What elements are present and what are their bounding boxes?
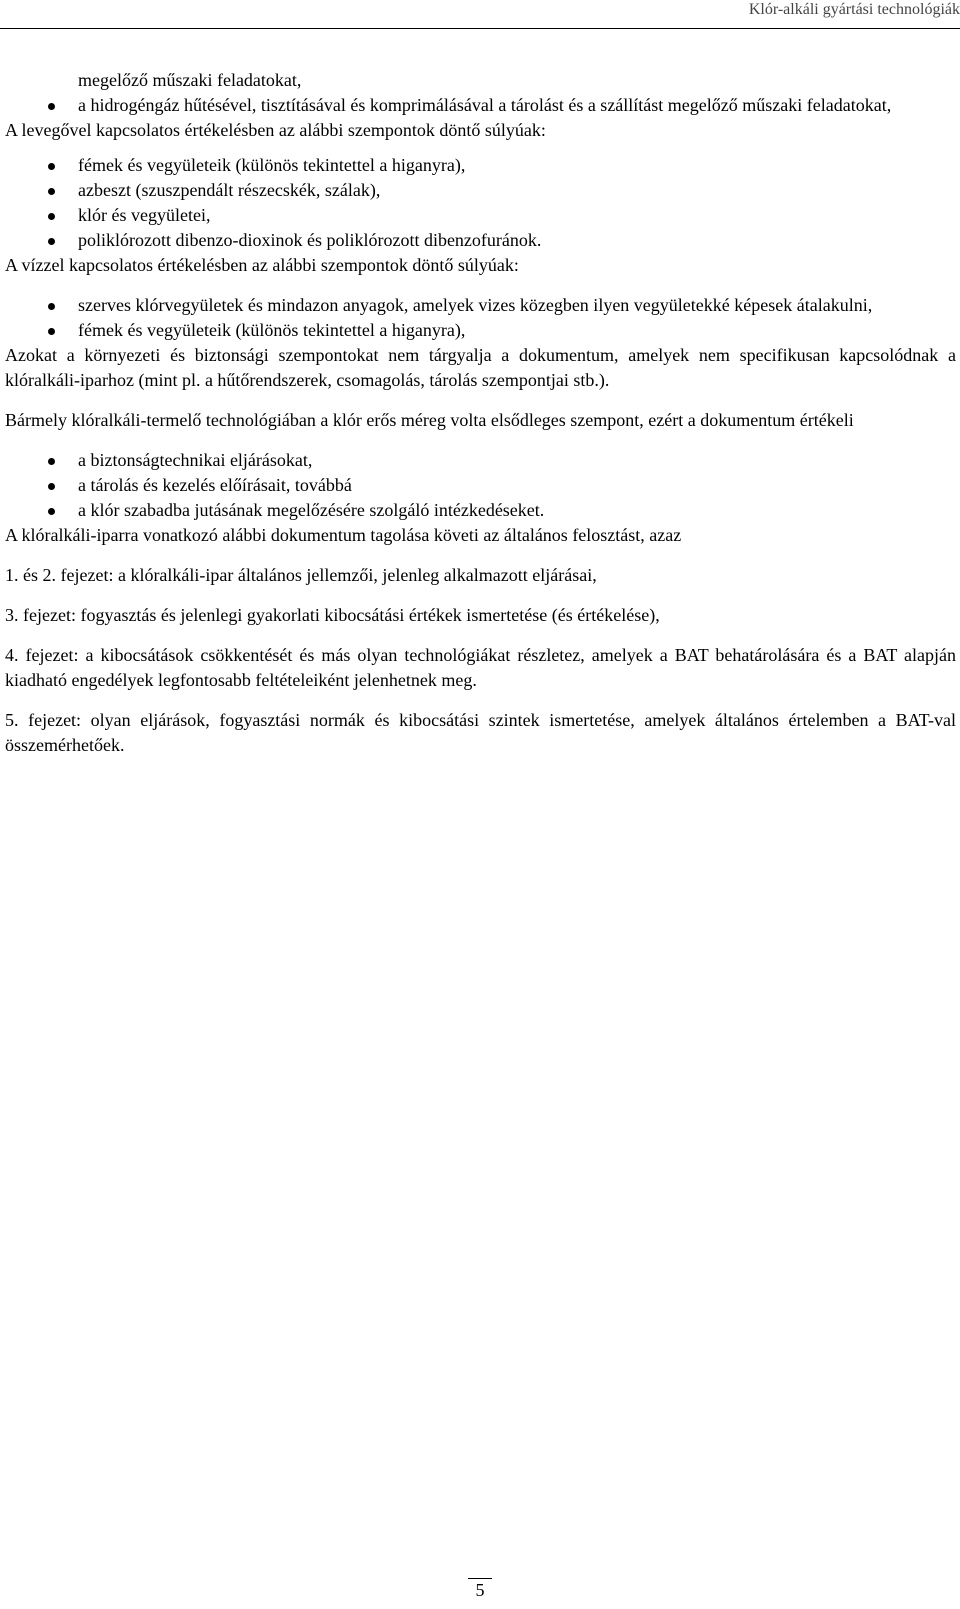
scope-paragraph: Azokat a környezeti és biztonsági szempontokat nem tárgyalja a dokumentum, amelyek nem specifikusan kapcsolódnak a klóralkáli-iparhoz (mint pl. a hűtőrendszerek, csomagolás, tárolás szempontjai stb.). [5, 345, 956, 390]
bullet-icon [48, 163, 55, 170]
list-item-text: a hidrogéngáz hűtésével, tisztításával és komprimálásával a tárolást és a szállítást megelőző műszaki feladatokat, [78, 95, 892, 115]
bullet-icon [48, 238, 55, 245]
bullet-icon [48, 103, 55, 110]
list-item-text: szerves klórvegyületek és mindazon anyagok, amelyek vizes közegben ilyen vegyületekké képesek átalakulni, [78, 295, 873, 315]
list-item-text: a biztonságtechnikai eljárásokat, [78, 450, 313, 470]
intro-continuation: megelőző műszaki feladatokat, [78, 70, 302, 90]
bullet-icon [48, 213, 55, 220]
bullet-icon [48, 508, 55, 515]
list-item [5, 178, 956, 203]
safety-measures-list [5, 448, 956, 523]
list-item [5, 318, 956, 343]
structure-intro: A klóralkáli-iparra vonatkozó alábbi dokumentum tagolása követi az általános felosztást, azaz [5, 525, 682, 545]
list-item [5, 228, 956, 253]
list-item-text: klór és vegyületei, [78, 205, 211, 225]
page-header [0, 0, 960, 29]
list-item-text: poliklórozott dibenzo-dioxinok és poliklórozott dibenzofuránok. [78, 230, 542, 250]
list-item [5, 93, 956, 118]
air-criteria-list [5, 153, 956, 253]
list-item-text: fémek és vegyületeik (különös tekintettel a higanyra), [78, 155, 466, 175]
chapter-summary: 4. fejezet: a kibocsátások csökkentését és más olyan technológiákat részletez, amelyek a BAT behatárolására és a BAT alapján kiadható engedélyek legfontosabb feltételeiként jelenhetnek meg. [5, 645, 956, 690]
chapter-summary: 1. és 2. fejezet: a klóralkáli-ipar általános jellemzői, jelenleg alkalmazott eljárásai, [5, 565, 597, 585]
bullet-icon [48, 303, 55, 310]
list-item [5, 203, 956, 228]
water-criteria-list [5, 293, 956, 343]
list-item [5, 293, 956, 318]
safety-paragraph: Bármely klóralkáli-termelő technológiában a klór erős méreg volta elsődleges szempont, ezért a dokumentum értékeli [5, 410, 854, 430]
chapter-summary: 3. fejezet: fogyasztás és jelenlegi gyakorlati kibocsátási értékek ismertetése (és értékelése), [5, 605, 660, 625]
bullet-icon [48, 188, 55, 195]
list-item-text: a klór szabadba jutásának megelőzésére szolgáló intézkedéseket. [78, 500, 545, 520]
water-intro: A vízzel kapcsolatos értékelésben az alábbi szempontok döntő súlyúak: [5, 255, 519, 275]
list-item [5, 448, 956, 473]
list-item [5, 498, 956, 523]
page-number: 5 [468, 1578, 492, 1601]
list-item-text: azbeszt (szuszpendált részecskék, szálak), [78, 180, 381, 200]
list-item [5, 153, 956, 178]
bullet-icon [48, 458, 55, 465]
list-item-text: a tárolás és kezelés előírásait, továbbá [78, 475, 352, 495]
chapter-summary: 5. fejezet: olyan eljárások, fogyasztási normák és kibocsátási szintek ismertetése, amelyek általános értelemben a BAT-val összemérhetőek. [5, 710, 956, 755]
document-title: Klór-alkáli gyártási technológiák [748, 1, 960, 18]
list-item [5, 473, 956, 498]
air-intro: A levegővel kapcsolatos értékelésben az alábbi szempontok döntő súlyúak: [5, 120, 546, 140]
bullet-icon [48, 328, 55, 335]
intro-bullet-list [5, 93, 956, 118]
bullet-icon [48, 483, 55, 490]
page-body [5, 68, 956, 758]
list-item-text: fémek és vegyületeik (különös tekintettel a higanyra), [78, 320, 466, 340]
